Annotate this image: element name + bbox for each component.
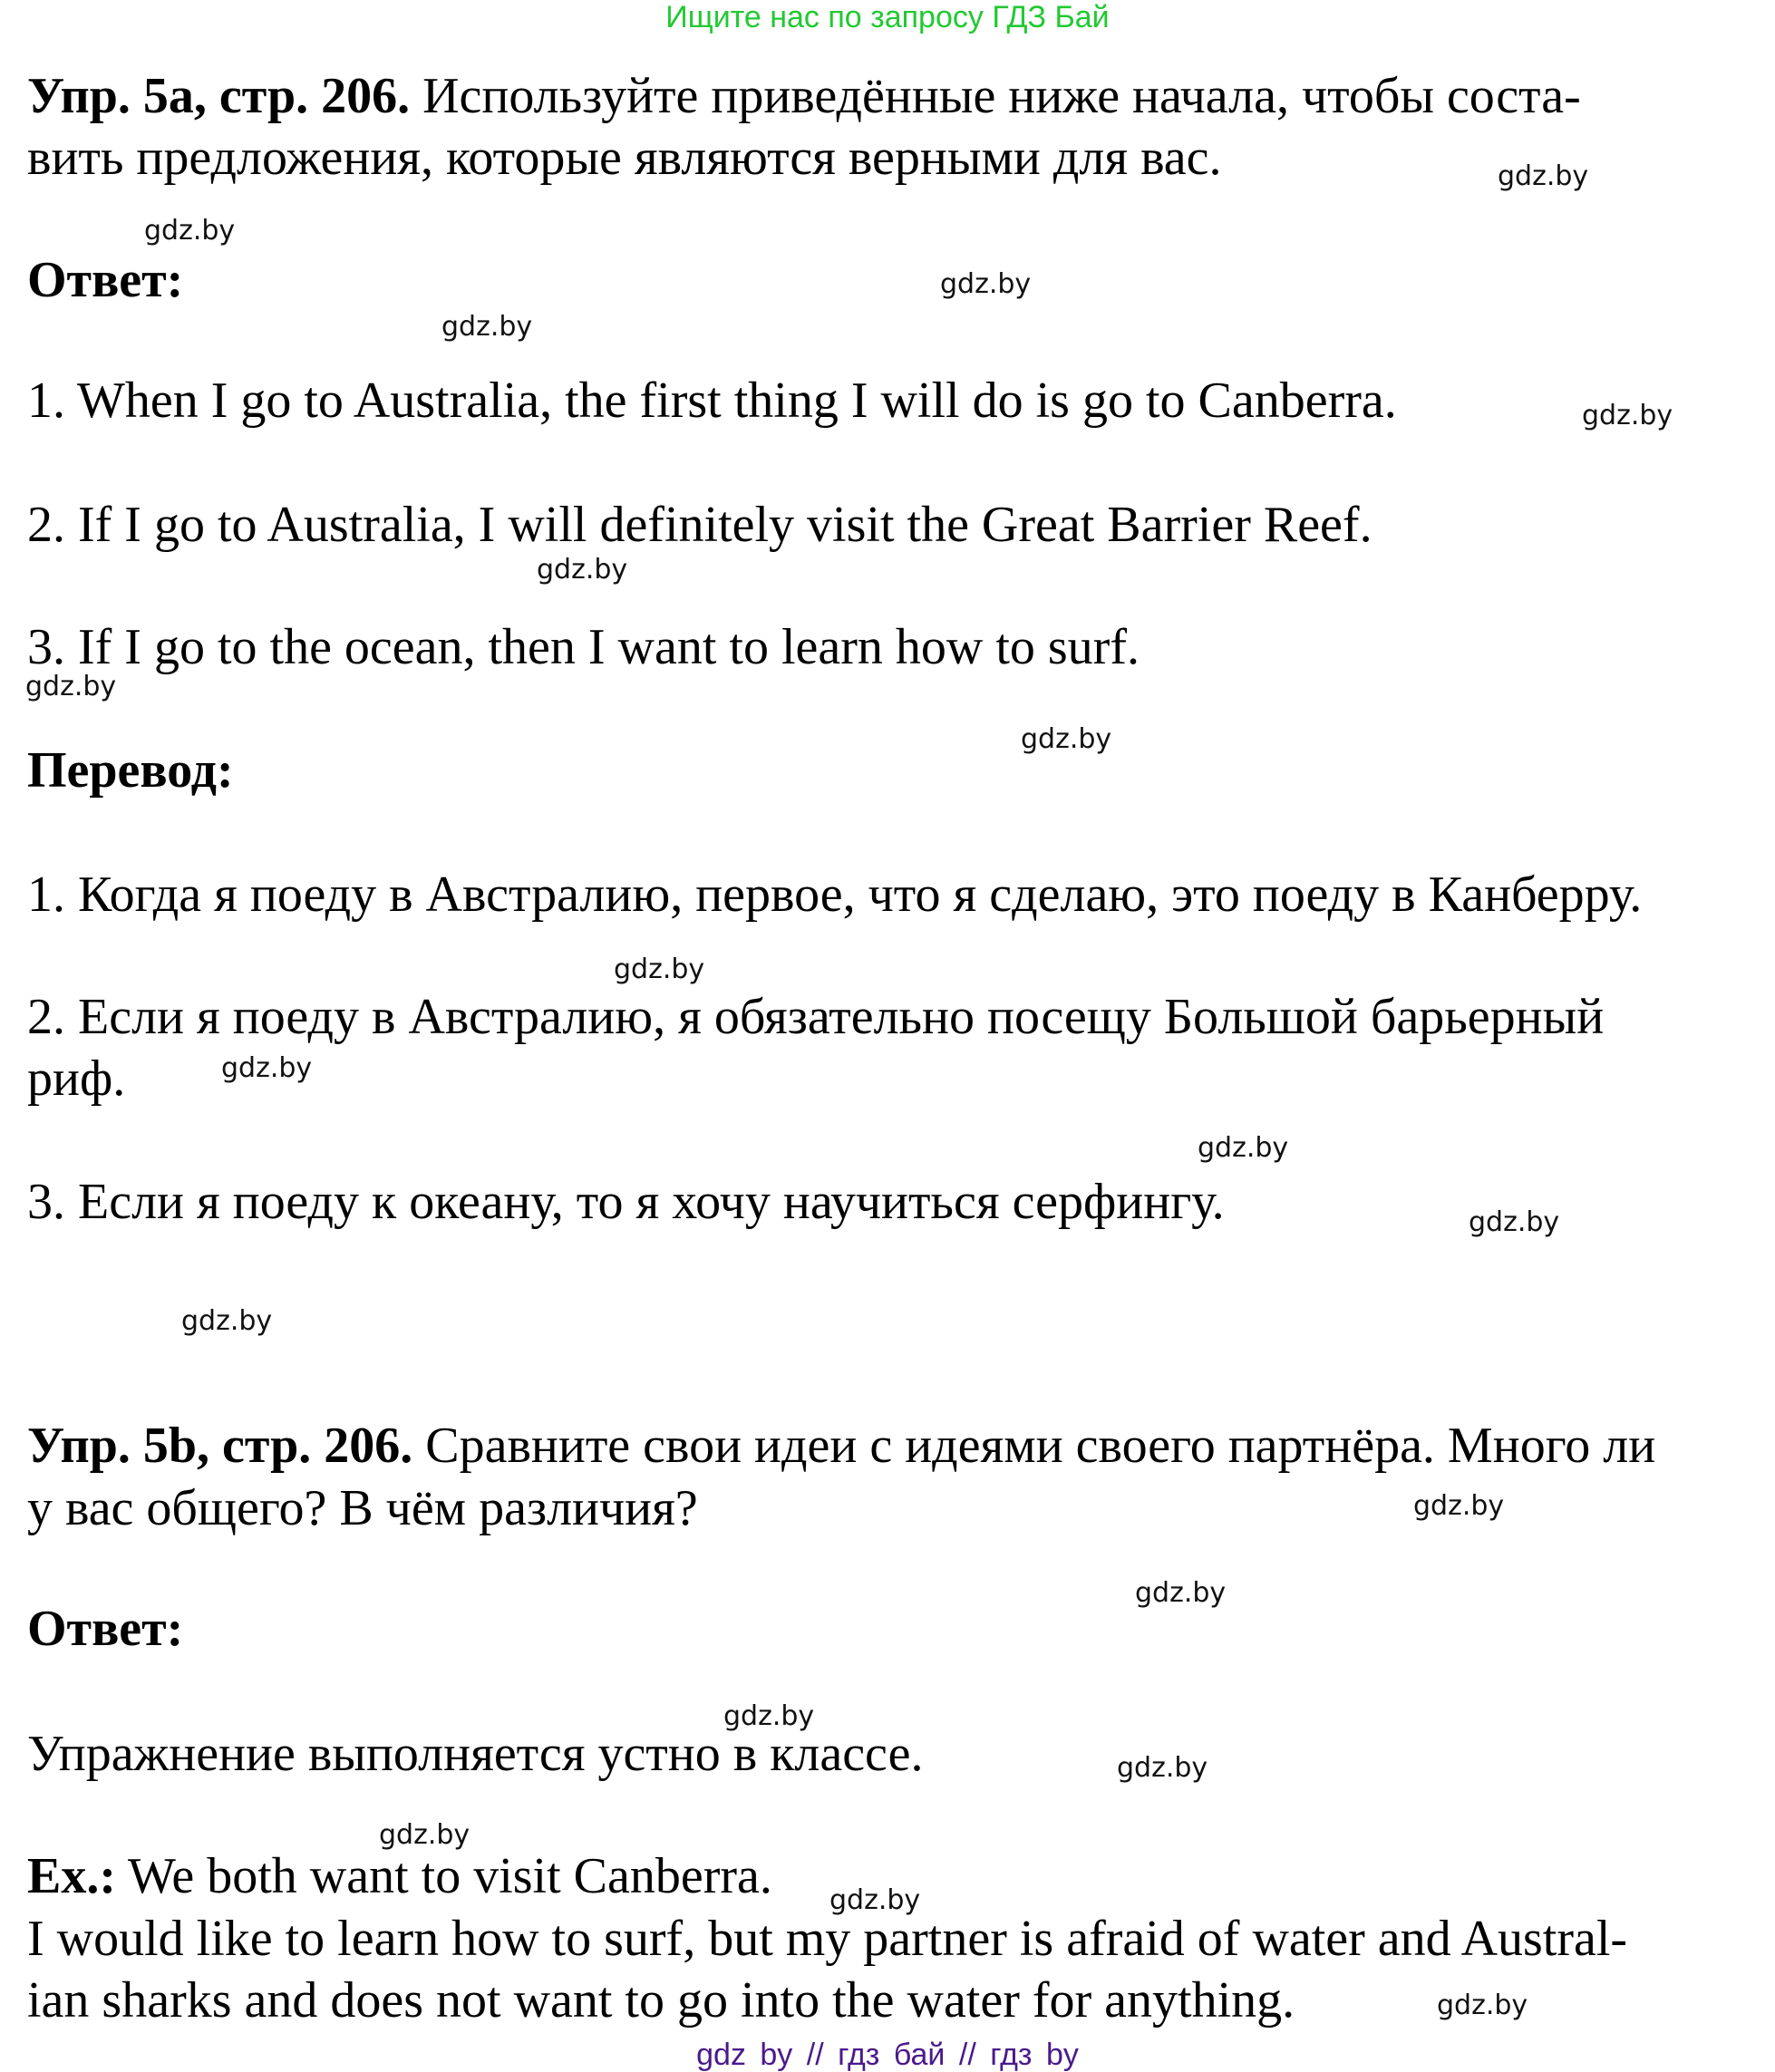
- example-label: Ex.:: [27, 1848, 116, 1904]
- exercise-label: Упр. 5b, стр. 206.: [27, 1418, 413, 1474]
- answer-item-2: 2. If I go to Australia, I will definitely visit the Great Barrier Reef.: [27, 497, 1372, 553]
- exercise-task: Сравните свои идеи с идеями своего партнёра. Много ли: [425, 1418, 1656, 1474]
- watermark: gdz.by: [221, 1052, 313, 1084]
- watermark: gdz.by: [537, 554, 628, 586]
- watermark: gdz.by: [1413, 1490, 1505, 1522]
- watermark: gdz.by: [379, 1819, 470, 1851]
- watermark: gdz.by: [1582, 400, 1673, 431]
- example-text: We both want to visit Canberra.: [128, 1848, 772, 1904]
- watermark: gdz.by: [1135, 1577, 1227, 1609]
- translation-item-1: 1. Когда я поеду в Австралию, первое, что я сделаю, это поеду в Канберру.: [27, 867, 1643, 923]
- translation-item-2-cont: риф.: [27, 1051, 126, 1107]
- watermark: gdz.by: [1021, 723, 1112, 755]
- watermark: gdz.by: [1437, 1990, 1528, 2021]
- exercise-5a-title-line2: вить предложения, которые являются верными для вас.: [27, 130, 1222, 186]
- answer-item-1: 1. When I go to Australia, the first thing I will do is go to Canberra.: [27, 373, 1397, 429]
- watermark: gdz.by: [1469, 1206, 1560, 1238]
- search-banner: Ищите нас по запросу ГДЗ Бай: [665, 0, 1110, 34]
- answer-text: Упражнение выполняется устно в классе.: [27, 1726, 924, 1782]
- answer-item-3: 3. If I go to the ocean, then I want to learn how to surf.: [27, 619, 1140, 675]
- translation-heading: Перевод:: [27, 742, 234, 799]
- watermark: gdz.by: [723, 1700, 815, 1732]
- translation-item-2: 2. Если я поеду в Австралию, я обязательно посещу Большой барьерный: [27, 989, 1605, 1045]
- exercise-5b-title-line2: у вас общего? В чём различия?: [27, 1480, 698, 1536]
- answer-heading: Ответ:: [27, 1601, 184, 1657]
- example-line-2: I would like to learn how to surf, but my partner is afraid of water and Austral-: [27, 1911, 1628, 1967]
- exercise-task: Используйте приведённые ниже начала, чтобы соста-: [422, 68, 1581, 124]
- watermark: gdz.by: [441, 311, 533, 343]
- footer-links: gdz by // гдз бай // гдз by: [696, 2038, 1079, 2072]
- watermark: gdz.by: [829, 1884, 921, 1916]
- watermark: gdz.by: [940, 268, 1032, 300]
- watermark: gdz.by: [1117, 1752, 1208, 1784]
- watermark: gdz.by: [144, 215, 236, 247]
- exercise-label: Упр. 5a, стр. 206.: [27, 68, 411, 124]
- watermark: gdz.by: [181, 1305, 273, 1337]
- watermark: gdz.by: [614, 954, 705, 985]
- example-line-1: [27, 1847, 772, 1905]
- watermark: gdz.by: [1498, 160, 1589, 192]
- translation-item-3: 3. Если я поеду к океану, то я хочу научиться серфингу.: [27, 1174, 1225, 1230]
- watermark: gdz.by: [1198, 1132, 1289, 1164]
- answer-heading: Ответ:: [27, 252, 184, 308]
- example-line-3: ian sharks and does not want to go into the water for anything.: [27, 1972, 1295, 2028]
- watermark: gdz.by: [25, 671, 117, 702]
- exercise-5b-title-line1: [27, 1417, 1655, 1475]
- exercise-5a-title-line1: [27, 67, 1581, 125]
